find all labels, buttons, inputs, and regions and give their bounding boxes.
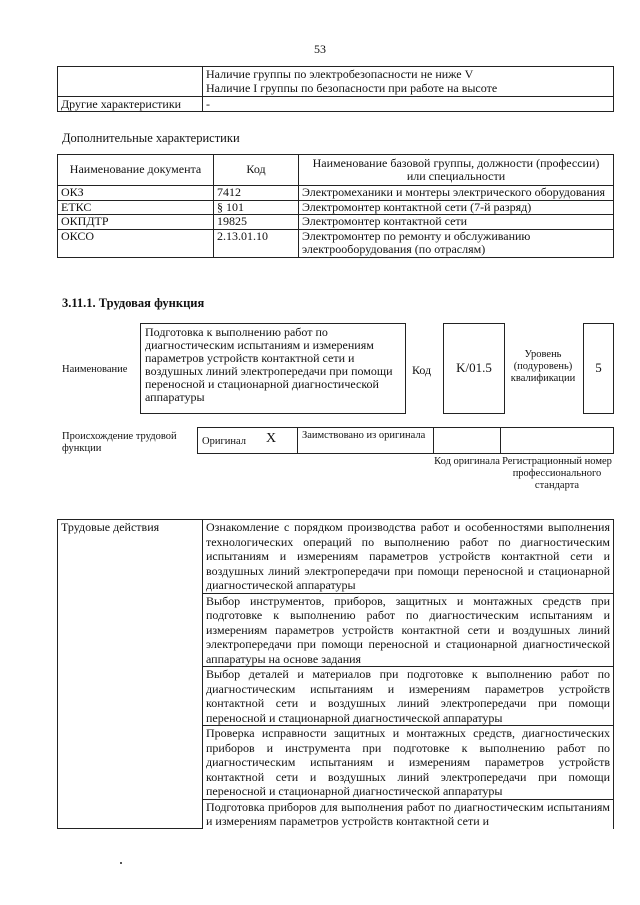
origin-label: Происхождение трудовой функции	[62, 431, 177, 454]
table-cell: ОКПДТР	[58, 215, 214, 230]
original-code-caption: Код оригинала	[434, 456, 500, 467]
page-number: 53	[314, 42, 326, 56]
function-code-box	[443, 323, 505, 414]
table-cell: § 101	[214, 200, 299, 215]
table-cell: 2.13.01.10	[214, 229, 299, 257]
additional-characteristics-table	[57, 154, 614, 258]
code-label: Код	[412, 363, 432, 377]
labor-actions-table	[57, 519, 614, 829]
column-header: Наименование документа	[58, 155, 214, 186]
labor-function-heading: 3.11.1. Трудовая функция	[62, 296, 205, 310]
function-name-value: Подготовка к выполнению работ по диагностическим испытаниям и измерениям параметров устройств контактной сети и воздушных линий электропередачи при помощи переносной и стационарной диагностической аппаратуры	[145, 325, 393, 404]
table-cell-label: Другие характеристики	[58, 97, 203, 112]
table-cell-label	[58, 67, 203, 97]
name-label: Наименование	[62, 364, 128, 375]
table-row	[58, 215, 614, 230]
table-header-row	[58, 155, 614, 186]
table-cell: Электромонтер контактной сети (7-й разряд)	[299, 200, 614, 215]
column-header: Код	[214, 155, 299, 186]
table-cell: Электромонтер контактной сети	[299, 215, 614, 230]
table-row	[58, 97, 614, 112]
original-label: Оригинал	[202, 436, 246, 447]
function-code-value: K/01.5	[456, 360, 492, 375]
action-item: Выбор деталей и материалов при подготовке к выполнению работ по диагностическим испытаниям и измерениям параметров устройств контактной сети и воздушных линий электропередачи при помощи переносной и стационарной диагностической аппаратуры	[203, 667, 614, 726]
column-header: Наименование базовой группы, должности (профессии) или специальности	[299, 155, 614, 186]
function-name-box	[140, 323, 406, 414]
action-item: Подготовка приборов для выполнения работ по диагностическим испытаниям и измерениям параметров устройств контактной сети и	[203, 799, 614, 829]
table-row	[58, 67, 614, 97]
table-cell: 7412	[214, 186, 299, 201]
level-box	[583, 323, 614, 414]
action-item: Выбор инструментов, приборов, защитных и монтажных средств при подготовке к выполнению работ по диагностическим испытаниям и измерениям параметров устройств контактной сети и воздушных линий электропередачи при помощи переносной и стационарной диагностической аппаратуры на основе задания	[203, 593, 614, 667]
scan-speck	[120, 862, 122, 864]
additional-characteristics-heading: Дополнительные характеристики	[62, 131, 240, 145]
registration-number-caption: Регистрационный номер профессионального стандарта	[502, 456, 612, 491]
level-label: Уровень (подуровень) квалификации	[510, 349, 576, 384]
borrowed-cell	[297, 427, 434, 454]
table-cell: ОКЗ	[58, 186, 214, 201]
actions-label: Трудовые действия	[58, 520, 203, 829]
action-item: Проверка исправности защитных и монтажных средств, диагностических приборов и инструмента при подготовке к выполнению работ по диагностическим испытаниям и измерениям параметров устройств контактной сети и воздушных линий электропередачи при помощи переносной и стационарной диагностической аппаратуры	[203, 726, 614, 800]
table-cell: ЕТКС	[58, 200, 214, 215]
table-row	[58, 186, 614, 201]
action-item: Ознакомление с порядком производства работ и особенностями выполнения технологических операций по выполнению работ по диагностическим испытаниям и измерениям параметров устройств контактной сети и воздушных линий электропередачи при помощи переносной и стационарной диагностической аппаратуры	[203, 520, 614, 594]
registration-number-cell	[500, 427, 614, 454]
original-cell	[197, 427, 298, 454]
table-cell-value: -	[203, 97, 614, 112]
table-cell: Электромонтер по ремонту и обслуживанию электрооборудования (по отраслям)	[299, 229, 614, 257]
table-cell: Электромеханики и монтеры электрического оборудования	[299, 186, 614, 201]
table-cell: 19825	[214, 215, 299, 230]
table-row	[58, 229, 614, 257]
original-code-cell	[433, 427, 501, 454]
borrowed-label: Заимствовано из оригинала	[302, 430, 426, 441]
level-value: 5	[595, 360, 602, 375]
table-row	[58, 520, 614, 594]
qualification-requirements-table	[57, 66, 614, 112]
table-cell: ОКСО	[58, 229, 214, 257]
original-mark: X	[266, 431, 277, 446]
table-cell-value: Наличие группы по электробезопасности не ниже V Наличие I группы по безопасности при работе на высоте	[203, 67, 614, 97]
table-row	[58, 200, 614, 215]
